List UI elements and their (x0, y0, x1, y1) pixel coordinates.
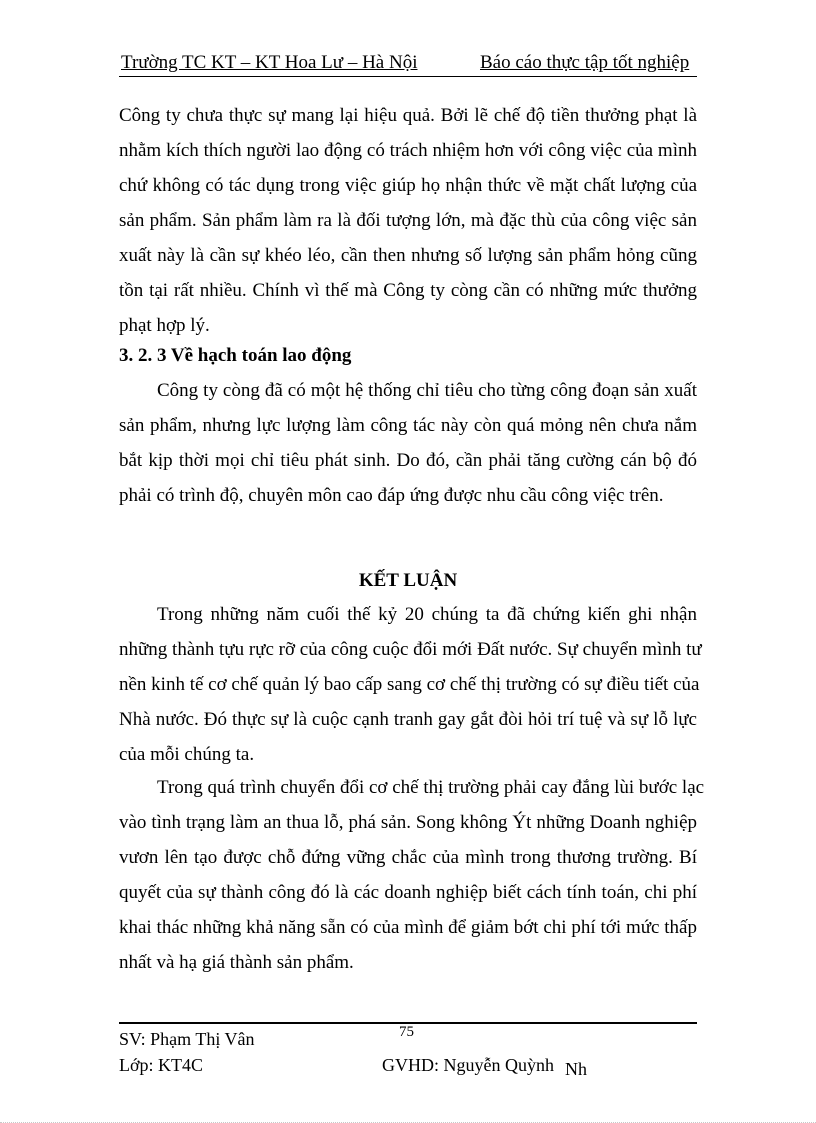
text-line: nhằm kích thích người lao động có trách nhiệm hơn với công việc của mình (119, 140, 697, 161)
header-rule (119, 76, 697, 77)
text-line: Công ty còng đã có một hệ thống chỉ tiêu cho từng công đoạn sản xuất (157, 380, 697, 401)
footer-class: Lớp: KT4C (119, 1055, 204, 1075)
text-line: chứ không có tác dụng trong việc giúp họ nhận thức về mặt chất lượng của (119, 175, 697, 196)
text-line: quyết của sự thành công đó là các doanh nghiệp biết cách tính toán, chi phí (119, 882, 697, 903)
text-line: xuất này là cần sự khéo léo, cần then nhưng số lượng sản phẩm hỏng cũng (119, 245, 697, 266)
section-heading: 3. 2. 3 Về hạch toán lao động (119, 345, 352, 366)
header-report-title: Báo cáo thực tập tốt nghiệp (480, 52, 690, 73)
text-line: nền kinh tế cơ chế quản lý bao cấp sang cơ chế thị trường có sự điều tiết của (119, 674, 700, 695)
footer-advisor: GVHD: Nguyễn Quỳnh (382, 1055, 554, 1075)
page-number: 75 (399, 1024, 414, 1040)
footer-student: SV: Phạm Thị Vân (119, 1029, 255, 1049)
header-school: Trường TC KT – KT Hoa Lư – Hà Nội (121, 52, 418, 73)
footer-advisor-suffix: Nh (565, 1059, 587, 1079)
text-line: những thành tựu rực rỡ của công cuộc đổi mới Đất nước. Sự chuyển mình tư (119, 639, 702, 660)
text-line: Trong quá trình chuyển đổi cơ chế thị trường phải cay đắng lùi bước lạc (157, 777, 705, 798)
text-line: Nhà nước. Đó thực sự là cuộc cạnh tranh gay gắt đòi hỏi trí tuệ và sự lỗ lực (119, 709, 697, 730)
text-line: phải có trình độ, chuyên môn cao đáp ứng được nhu cầu công việc trên. (119, 485, 664, 506)
text-line: Công ty chưa thực sự mang lại hiệu quả. Bởi lẽ chế độ tiền thưởng phạt là (119, 105, 697, 126)
text-line: nhất và hạ giá thành sản phẩm. (119, 952, 354, 973)
text-line: bắt kịp thời mọi chỉ tiêu phát sinh. Do đó, cần phải tăng cường cán bộ đó (119, 450, 697, 471)
text-line: vươn lên tạo được chỗ đứng vững chắc của mình trong thương trường. Bí (119, 847, 697, 868)
text-line: của mỗi chúng ta. (119, 744, 255, 765)
text-line: Trong những năm cuối thế kỷ 20 chúng ta đã chứng kiến ghi nhận (157, 604, 697, 625)
text-line: tồn tại rất nhiều. Chính vì thế mà Công ty còng cần có những mức thưởng (119, 280, 697, 301)
text-line: phạt hợp lý. (119, 315, 210, 336)
text-line: vào tình trạng làm an thua lỗ, phá sản. Song không Ýt những Doanh nghiệp (119, 812, 697, 833)
text-line: sản phẩm, nhưng lực lượng làm công tác này còn quá mỏng nên chưa nắm (119, 415, 697, 436)
text-line: khai thác những khả năng sẵn có của mình để giảm bớt chi phí tới mức thấp (119, 917, 697, 938)
conclusion-title: KẾT LUẬN (358, 570, 458, 591)
text-line: sản phẩm. Sản phẩm làm ra là đối tượng lớn, mà đặc thù của công việc sản (119, 210, 697, 231)
